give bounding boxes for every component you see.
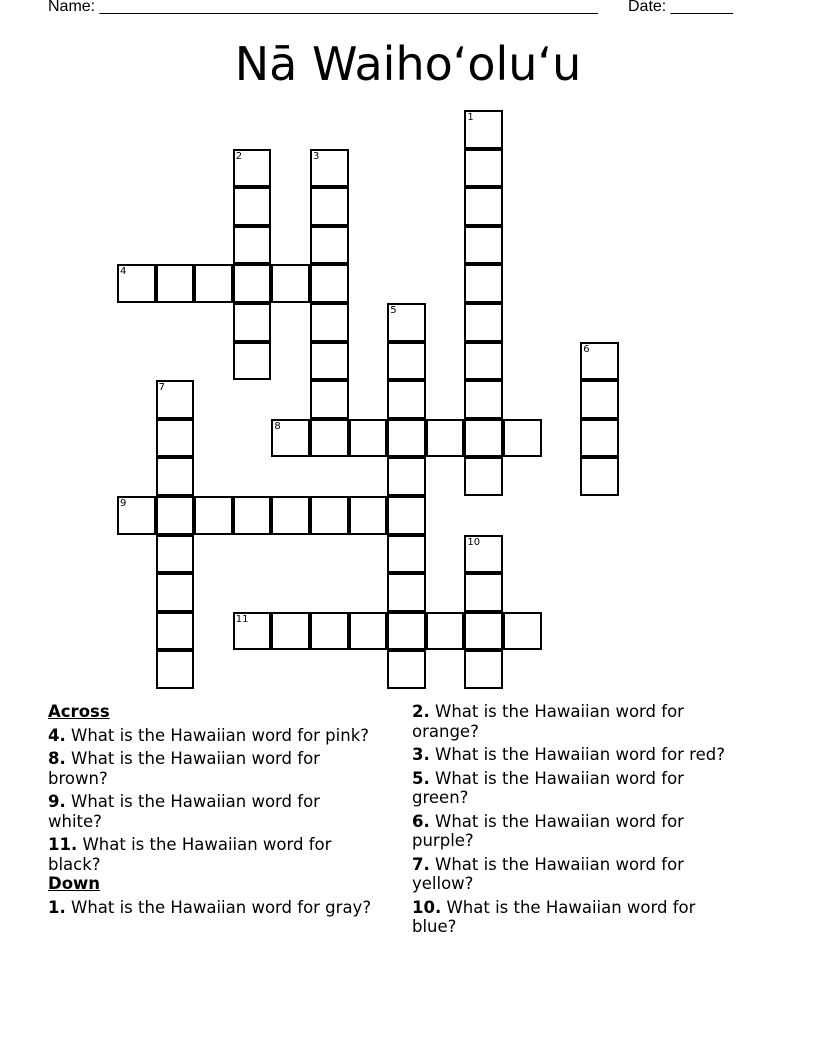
grid-cell[interactable] xyxy=(387,457,426,496)
grid-cell[interactable] xyxy=(310,226,349,265)
clue-number: 4. xyxy=(48,725,66,745)
clue-number: 9. xyxy=(48,792,66,811)
grid-cell[interactable] xyxy=(233,149,272,188)
cell-number: 8 xyxy=(274,420,281,432)
grid-cell[interactable] xyxy=(503,612,542,651)
grid-cell[interactable] xyxy=(580,380,619,419)
grid-cell[interactable] xyxy=(580,342,619,381)
clue-text: What is the Hawaiian word for gray? xyxy=(71,897,372,917)
clue-text: What is the Hawaiian word for green? xyxy=(412,768,684,807)
grid-cell[interactable] xyxy=(156,535,195,574)
grid-cell[interactable] xyxy=(233,303,272,342)
grid-cell[interactable] xyxy=(233,187,272,226)
grid-cell[interactable] xyxy=(194,264,233,303)
clue-text: What is the Hawaiian word for orange? xyxy=(412,702,684,741)
grid-cell[interactable] xyxy=(156,612,195,651)
across-heading: Across xyxy=(48,702,110,721)
grid-cell[interactable] xyxy=(387,303,426,342)
clue-number: 11. xyxy=(48,835,78,854)
grid-cell[interactable] xyxy=(271,612,310,651)
grid-cell[interactable] xyxy=(464,535,503,574)
clue-down-1 xyxy=(48,898,378,918)
grid-cell[interactable] xyxy=(464,264,503,303)
cell-number: 9 xyxy=(120,498,127,509)
clue-text: What is the Hawaiian word for white? xyxy=(48,792,320,831)
grid-cell[interactable] xyxy=(464,419,503,458)
grid-cell[interactable] xyxy=(464,612,503,651)
cell-number: 3 xyxy=(313,150,320,162)
clue-across-11 xyxy=(48,835,378,874)
grid-cell[interactable] xyxy=(349,419,388,458)
grid-cell[interactable] xyxy=(387,650,426,689)
clue-number: 7. xyxy=(412,854,430,874)
grid-cell[interactable] xyxy=(156,457,195,496)
grid-cell[interactable] xyxy=(426,419,465,458)
clue-across-9 xyxy=(48,792,378,831)
clues-right-column xyxy=(412,702,742,937)
cell-number: 6 xyxy=(583,343,590,355)
grid-cell[interactable] xyxy=(349,612,388,651)
cell-number: 11 xyxy=(235,613,249,625)
clue-text: What is the Hawaiian word for blue? xyxy=(412,897,696,936)
grid-cell[interactable] xyxy=(156,496,195,535)
grid-cell[interactable] xyxy=(310,496,349,535)
grid-cell[interactable] xyxy=(580,457,619,496)
grid-cell[interactable] xyxy=(310,303,349,342)
grid-cell[interactable] xyxy=(464,110,503,149)
grid-cell[interactable] xyxy=(233,496,272,535)
grid-cell[interactable] xyxy=(194,496,233,535)
grid-cell[interactable] xyxy=(387,342,426,381)
grid-cell[interactable] xyxy=(156,264,195,303)
clue-text: What is the Hawaiian word for red? xyxy=(435,745,725,764)
clue-number: 8. xyxy=(48,749,66,768)
down-heading: Down xyxy=(48,874,101,893)
clue-text: What is the Hawaiian word for pink? xyxy=(71,725,370,745)
cell-number: 2 xyxy=(235,150,243,162)
grid-cell[interactable] xyxy=(387,380,426,419)
clues-left-column xyxy=(48,702,378,917)
cell-number: 5 xyxy=(390,305,397,316)
clue-down-3 xyxy=(412,745,742,765)
grid-cell[interactable] xyxy=(156,380,195,419)
clue-text: What is the Hawaiian word for yellow? xyxy=(412,854,684,893)
cell-number: 1 xyxy=(467,112,474,123)
grid-cell[interactable] xyxy=(233,612,272,651)
clue-down-2 xyxy=(412,702,742,741)
cell-number: 4 xyxy=(120,266,127,278)
grid-cell[interactable] xyxy=(233,342,272,381)
clue-number: 5. xyxy=(412,768,430,788)
clue-text: What is the Hawaiian word for brown? xyxy=(48,749,320,788)
grid-cell[interactable] xyxy=(387,535,426,574)
grid-cell[interactable] xyxy=(271,264,310,303)
grid-cell[interactable] xyxy=(464,573,503,612)
grid-cell[interactable] xyxy=(156,650,195,689)
grid-cell[interactable] xyxy=(464,149,503,188)
grid-cell[interactable] xyxy=(271,419,310,458)
clue-down-6 xyxy=(412,812,742,851)
grid-cell[interactable] xyxy=(271,496,310,535)
clue-text: What is the Hawaiian word for black? xyxy=(48,835,332,874)
grid-cell[interactable] xyxy=(310,187,349,226)
grid-cell[interactable] xyxy=(349,496,388,535)
grid-cell[interactable] xyxy=(387,573,426,612)
clue-across-8 xyxy=(48,749,378,788)
grid-cell[interactable] xyxy=(387,419,426,458)
clue-across-4 xyxy=(48,726,378,746)
grid-cell[interactable] xyxy=(233,264,272,303)
grid-cell[interactable] xyxy=(310,342,349,381)
clue-text: What is the Hawaiian word for purple? xyxy=(412,811,684,850)
grid-cell[interactable] xyxy=(464,650,503,689)
grid-cell[interactable] xyxy=(387,496,426,535)
grid-cell[interactable] xyxy=(464,457,503,496)
grid-cell[interactable] xyxy=(156,573,195,612)
grid-cell[interactable] xyxy=(464,187,503,226)
grid-cell[interactable] xyxy=(310,149,349,188)
puzzle-title: Nā Waihoʻoluʻu xyxy=(234,37,582,91)
grid-cell[interactable] xyxy=(156,419,195,458)
clue-number: 10. xyxy=(412,897,442,917)
grid-cell[interactable] xyxy=(464,380,503,419)
clue-down-7 xyxy=(412,855,742,894)
name-field[interactable]: Name: ________________________________________________________ xyxy=(48,0,598,15)
date-field[interactable]: Date: _______ xyxy=(628,0,733,15)
clue-number: 2. xyxy=(412,702,430,721)
clue-down-10 xyxy=(412,898,742,937)
grid-cell[interactable] xyxy=(310,612,349,651)
clue-number: 6. xyxy=(412,811,430,831)
grid-cell[interactable] xyxy=(464,342,503,381)
grid-cell[interactable] xyxy=(503,419,542,458)
grid-cell[interactable] xyxy=(426,612,465,651)
grid-cell[interactable] xyxy=(464,226,503,265)
grid-cell[interactable] xyxy=(387,612,426,651)
clue-down-5 xyxy=(412,769,742,808)
grid-cell[interactable] xyxy=(310,419,349,458)
grid-cell[interactable] xyxy=(464,303,503,342)
clue-number: 3. xyxy=(412,745,430,764)
grid-cell[interactable] xyxy=(310,380,349,419)
grid-cell[interactable] xyxy=(233,226,272,265)
grid-cell[interactable] xyxy=(117,496,156,535)
grid-cell[interactable] xyxy=(580,419,619,458)
cell-number: 7 xyxy=(158,382,165,394)
clue-number: 1. xyxy=(48,897,66,917)
grid-cell[interactable] xyxy=(117,264,156,303)
cell-number: 10 xyxy=(467,536,481,548)
grid-cell[interactable] xyxy=(310,264,349,303)
